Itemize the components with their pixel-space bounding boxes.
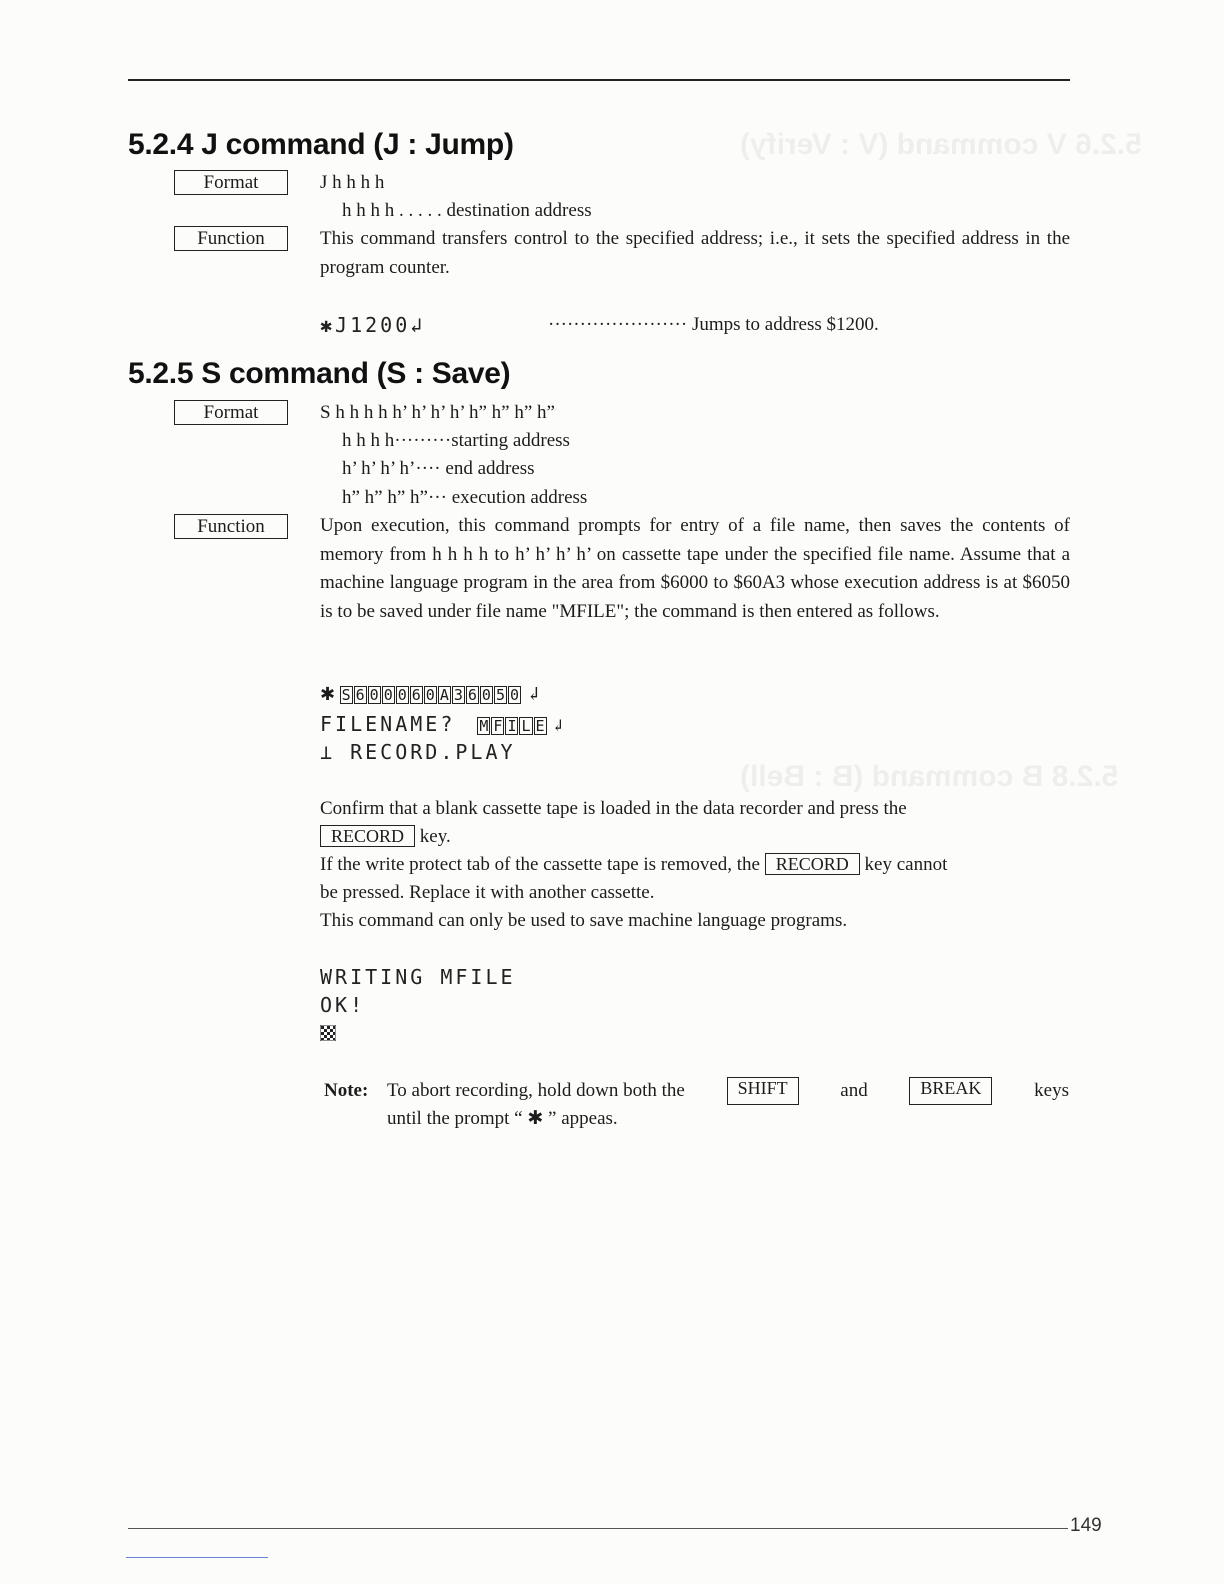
bleed-through-text-2: 5.2.8 B command (B : Bell) [740, 760, 1119, 793]
command-key-2: 0 [369, 686, 379, 704]
s-protect-line2: be pressed. Replace it with another cassette. [320, 882, 655, 903]
protect-text-end: key cannot [864, 854, 948, 875]
filename-keys [477, 718, 547, 735]
command-key-1: 6 [355, 686, 365, 704]
note-label: Note: [324, 1080, 369, 1101]
note-keys-word: keys [1034, 1080, 1069, 1101]
s-param-exec: h” h” h” h”··· execution address [342, 487, 588, 508]
s-protect-line1 [320, 851, 1070, 879]
j-function-text: This command transfers control to the specified address; i.e., it sets the specified address in the program counter. [320, 228, 1070, 278]
s-screen-record-play: ⊥ RECORD.PLAY [320, 740, 516, 764]
s-param-end: h’ h’ h’ h’···· end address [342, 458, 535, 479]
protect-text: If the write protect tab of the cassette tape is removed, the [320, 854, 760, 875]
cursor-block-icon [320, 1025, 336, 1041]
s-writing-output: WRITING MFILE [320, 965, 516, 989]
command-key-6: 0 [425, 686, 435, 704]
note-line1 [387, 1077, 1069, 1105]
prompt-star: ✱ [320, 684, 336, 704]
bleed-through-text: 5.2.6 V command (V : Verify) [740, 128, 1142, 161]
command-key-9: 6 [467, 686, 477, 704]
note-and: and [840, 1080, 868, 1101]
command-key-10: 0 [481, 686, 491, 704]
command-key-3: 0 [383, 686, 393, 704]
filename-key-4: E [535, 717, 545, 735]
command-key-8: 3 [453, 686, 463, 704]
command-key-0: S [341, 686, 351, 704]
filename-key-2: I [507, 717, 517, 735]
page-number: 149 [1070, 1515, 1102, 1536]
command-key-12: 0 [509, 686, 519, 704]
j-param-destination: h h h h . . . . . destination address [342, 200, 592, 221]
break-key: BREAK [909, 1077, 992, 1105]
record-key-2: RECORD [765, 853, 860, 875]
note-text: To abort recording, hold down both the [387, 1080, 685, 1101]
s-screen-command [320, 684, 542, 705]
s-confirm-line1: Confirm that a blank cassette tape is loaded in the data recorder and press the [320, 798, 907, 819]
s-format-label: Format [174, 400, 288, 425]
s-format-value: S h h h h h’ h’ h’ h’ h” h” h” h” [320, 402, 555, 423]
command-key-5: 6 [411, 686, 421, 704]
bottom-rule [128, 1528, 1068, 1529]
j-example-description: ······················ Jumps to address $1200. [548, 314, 879, 335]
command-key-4: 0 [397, 686, 407, 704]
filename-key-1: F [493, 717, 503, 735]
confirm-key-word: key. [419, 826, 451, 847]
command-key-11: 5 [495, 686, 505, 704]
shift-key: SHIFT [727, 1077, 799, 1105]
top-rule [128, 79, 1070, 81]
j-command-heading: 5.2.4 J command (J : Jump) [128, 128, 514, 161]
j-example-command: ✱J1200↲ [320, 313, 426, 337]
return-icon: ↲ [526, 684, 542, 704]
s-function-text: Upon execution, this command prompts for entry of a file name, then saves the contents of memory from h h h h to h’ h’ h’ h’ on cassette tape under the specified file name. Assume that a machine language program in the area from $6000 to $60A3 whose execution address is at $6050 is to be saved under file name "MFILE"; the command is then entered as follows. [320, 515, 1070, 622]
return-icon: ↲ [551, 718, 565, 735]
record-key: RECORD [320, 825, 415, 847]
s-only-text: This command can only be used to save machine language programs. [320, 910, 848, 931]
footer-blue-line [126, 1557, 268, 1558]
j-format-label: Format [174, 170, 288, 195]
j-format-value: J h h h h [320, 172, 385, 193]
command-key-7: A [439, 686, 449, 704]
s-command-heading: 5.2.5 S command (S : Save) [128, 357, 511, 390]
filename-key-3: L [521, 717, 531, 735]
note-line2: until the prompt “ ✱ ” appeas. [387, 1108, 618, 1129]
s-screen-filename [320, 712, 565, 736]
s-confirm-line2 [320, 823, 451, 851]
command-keys [340, 684, 522, 704]
s-ok-output: OK! [320, 993, 366, 1017]
s-param-start: h h h h·········starting address [342, 430, 570, 451]
j-function-label: Function [174, 226, 288, 251]
filename-prompt: FILENAME? [320, 712, 456, 736]
s-function-label: Function [174, 514, 288, 539]
filename-key-0: M [479, 717, 489, 735]
